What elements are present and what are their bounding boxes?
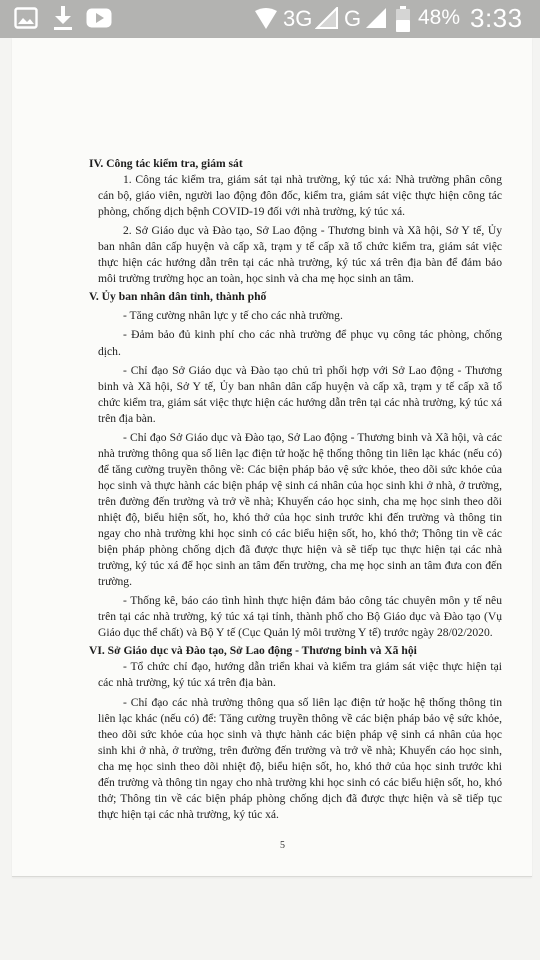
network-type-label-2: G xyxy=(344,6,362,31)
status-bar xyxy=(0,0,540,38)
paragraph: - Đảm bảo đủ kinh phí cho các nhà trường để phục vụ công tác phòng, chống dịch. xyxy=(98,328,502,358)
gallery-icon xyxy=(14,7,38,29)
section-heading-vi: VI. Sở Giáo dục và Đào tạo, Sở Lao động - Thương binh và Xã hội xyxy=(89,644,417,658)
signal-icon xyxy=(364,7,388,29)
page-content xyxy=(89,156,502,823)
paragraph: 2. Sở Giáo dục và Đào tạo, Sở Lao động - Thương binh và Xã hội, Sở Y tế, Ủy ban nhân dân cấp huyện và cấp xã, trạm y tế cấp xã tổ chức kiểm tra, giám sát việc thực hiện các hướng dẫn trên tại các nhà trường, ký túc xá trên địa bàn để đảm bảo môi trường trường học an toàn, học sinh và cha mẹ học sinh an tâm. xyxy=(98,224,502,286)
section-heading-v: V. Ủy ban nhân dân tỉnh, thành phố xyxy=(89,290,267,304)
battery-icon xyxy=(396,6,410,32)
page-number: 5 xyxy=(280,840,285,851)
wifi-icon xyxy=(254,8,278,30)
paragraph: - Tăng cường nhân lực y tế cho các nhà trường. xyxy=(123,309,343,323)
signal-icon xyxy=(315,7,339,29)
paragraph: - Chỉ đạo Sở Giáo dục và Đào tạo, Sở Lao động - Thương binh và Xã hội, và các nhà trường thông qua số liên lạc điện tử hoặc hệ thống thông tin liên lạc khác (nếu có) để tăng cường truyền thông về: Các biện pháp bảo vệ sức khỏe, theo dõi sức khỏe của học sinh và thực hành các biện pháp vệ sinh cá nhân của học sinh khi ở nhà, ở trường, trên đường đến trường và trở về nhà; Khuyến cáo học sinh, cha mẹ học sinh theo dõi nhiệt độ, biểu hiện sốt, ho, khó thở của học sinh trước khi đến trường và thông tin ngay cho nhà trường khi học sinh có các biểu hiện sốt, ho, khó thở; Thông tin về các biện pháp phòng chống dịch đã được thực hiện và sẽ tiếp tục thực hiện tại các nhà trường, ký túc xá để học sinh an tâm đến trường, cha mẹ học sinh an tâm đưa con đến trường. xyxy=(98,430,502,589)
download-icon xyxy=(52,5,74,31)
paragraph: - Chỉ đạo Sở Giáo dục và Đào tạo chủ trì phối hợp với Sở Lao động - Thương binh và Xã hội, Sở Y tế, Ủy ban nhân dân cấp huyện và cấp xã, trạm y tế cấp xã tổ chức kiểm tra, giám sát việc thực hiện các hướng dẫn trên tại các nhà trường, ký túc xá trên địa bàn. xyxy=(98,363,502,425)
document-page xyxy=(12,38,532,877)
paragraph: - Chỉ đạo các nhà trường thông qua số liên lạc điện tử hoặc hệ thống thông tin liên lạc khác (nếu có) để: Tăng cường truyền thông về các biện pháp bảo vệ sức khỏe, theo dõi sức khỏe của học sinh và thực hành các biện pháp vệ sinh cá nhân của học sinh khi ở nhà, ở trường, trên đường đến trường và trở về nhà; Khuyến cáo học sinh, cha mẹ học sinh theo dõi nhiệt độ, biểu hiện sốt, ho, khó thở của học sinh trước khi đến trường và thông tin ngay cho nhà trường khi học sinh có các biểu hiện sốt, ho, khó thở; Thông tin về các biện pháp phòng chống dịch đã được thực hiện và sẽ tiếp tục thực hiện tại các nhà trường, ký túc xá. xyxy=(98,695,502,821)
paragraph: 1. Công tác kiểm tra, giám sát tại nhà trường, ký túc xá: Nhà trường phân công cán bộ, giáo viên, người lao động đôn đốc, kiểm tra, giám sát việc thực hiện công tác phòng, chống dịch bệnh COVID-19 đối với nhà trường, ký túc xá. xyxy=(98,173,502,219)
battery-percentage: 48% xyxy=(418,6,461,29)
section-heading-iv: IV. Công tác kiểm tra, giám sát xyxy=(89,157,243,170)
document-viewer[interactable] xyxy=(0,38,540,960)
paragraph: - Tổ chức chỉ đạo, hướng dẫn triển khai và kiểm tra giám sát việc thực hiện tại các nhà trường, ký túc xá trên địa bàn. xyxy=(98,660,502,690)
youtube-icon xyxy=(86,8,112,28)
clock-time: 3:33 xyxy=(470,3,523,33)
network-type-label: 3G xyxy=(283,6,313,31)
paragraph: - Thống kê, báo cáo tình hình thực hiện đảm bảo công tác chuyên môn y tế nêu trên tại các nhà trường, ký túc xá tại tỉnh, thành phố cho Bộ Giáo dục và Đào tạo (Vụ Giáo dục thể chất) và Bộ Y tế (Cục Quản lý môi trường Y tế) trước ngày 28/02/2020. xyxy=(98,594,502,640)
